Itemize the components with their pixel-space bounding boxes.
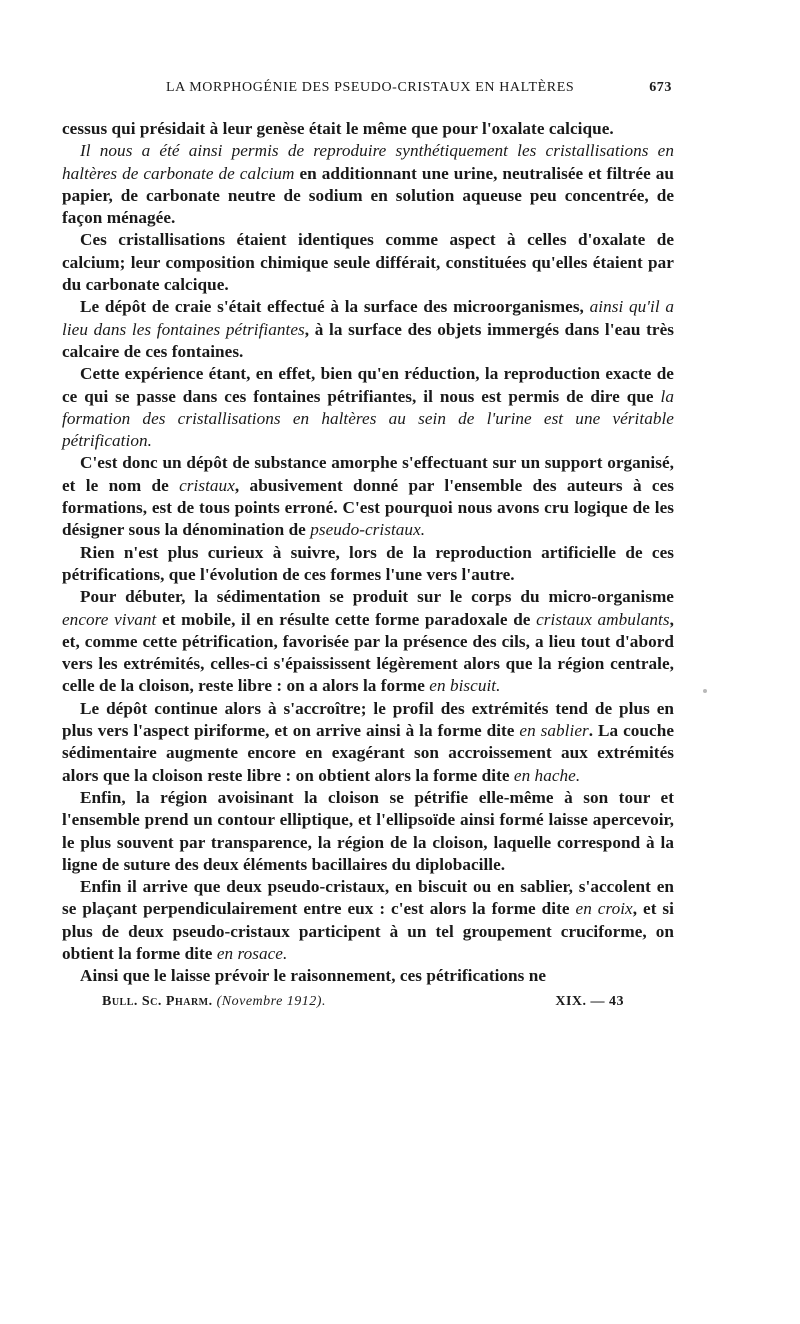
paragraph xyxy=(62,876,674,965)
italic-text: ainsi qu'il a lieu dans les fontaines pétrifiantes xyxy=(62,297,674,339)
paragraph xyxy=(62,363,674,452)
text-run: cessus qui présidait à leur genèse était le même que pour l'oxalate calcique. xyxy=(62,119,614,138)
paragraph xyxy=(62,452,674,541)
text-run: . La couche sédimentaire augmente encore en exagérant son accroissement aux extrémités alors que la cloison reste libre : on obtient alors la forme dite xyxy=(62,721,674,785)
paragraph xyxy=(62,542,674,587)
issue-date: (Novembre 1912). xyxy=(216,993,326,1009)
journal-abbrev: Bull. Sc. Pharm. xyxy=(102,993,213,1009)
italic-text: en croix xyxy=(575,899,633,919)
text-run: Pour débuter, la sédimentation se produit sur le corps du micro-organisme xyxy=(80,587,674,607)
running-head xyxy=(62,78,674,102)
italic-text: en rosace. xyxy=(216,943,288,963)
text-run: Rien n'est plus curieux à suivre, lors de la reproduction artificielle de ces pétrifications, que l'évolution de ces formes l'une vers l'autre. xyxy=(62,542,674,584)
sheet-signature: XIX. — 43 xyxy=(555,993,624,1009)
paragraph xyxy=(62,965,674,987)
text-run: Ainsi que le laisse prévoir le raisonnement, ces pétrifications ne xyxy=(80,966,547,986)
text-run: , à la surface des objets immergés dans l'eau très calcaire de ces fontaines. xyxy=(62,319,674,361)
paragraph xyxy=(62,118,674,140)
text-run: Le dépôt continue alors à s'accroître; le profil des extrémités tend de plus en plus vers l'aspect piriforme, et on arrive ainsi à la forme dite xyxy=(62,698,674,741)
paragraph xyxy=(62,140,674,229)
page-footer xyxy=(62,994,674,1016)
italic-text: en sablier xyxy=(519,721,589,741)
page-number: 673 xyxy=(649,80,672,95)
italic-text: cristaux ambulants xyxy=(536,609,670,629)
margin-speck xyxy=(703,689,707,693)
italic-text: pseudo-cristaux. xyxy=(310,520,426,540)
page xyxy=(62,78,674,1016)
italic-text: en biscuit. xyxy=(429,676,501,696)
paragraph xyxy=(62,787,674,876)
italic-text: Il nous a été ainsi permis de reproduire synthétiquement les cristallisations en haltères de carbonate de calcium xyxy=(62,141,674,183)
text-run: , et, comme cette pétrification, favorisée par la présence des cils, a lieu tout d'abord vers les extrémités, celles-ci s'épaississent légèrement alors que la région centrale, celle de la cloison, reste libre : on a alors la forme xyxy=(62,609,674,696)
body-text xyxy=(62,118,674,988)
italic-text: cristaux xyxy=(179,475,235,495)
text-run: Cette expérience étant, en effet, bien qu'en réduction, la reproduction exacte de ce qui se passe dans ces fontaines pétrifiantes, il nous est permis de dire que xyxy=(62,364,674,406)
paragraph xyxy=(62,229,674,296)
text-run: Ces cristallisations étaient identiques comme aspect à celles d'oxalate de calcium; leur composition chimique seule différait, constituées qu'elles étaient par du carbonate calcique. xyxy=(62,230,674,295)
journal-citation xyxy=(102,994,326,1010)
text-run: Le dépôt de craie s'était effectué à la surface des microorganismes, xyxy=(80,297,590,317)
text-run: Enfin, la région avoisinant la cloison se pétrifie elle-même à son tour et l'ensemble prend un contour elliptique, et l'ellipsoïde ainsi formé laisse apercevoir, le plus souvent par transparence, la région de la cloison, laquelle correspond à la ligne de suture des deux éléments bacillaires du diplobacille. xyxy=(62,787,674,874)
paragraph xyxy=(62,586,674,697)
text-run: C'est donc un dépôt de substance amorphe s'effectuant sur un support organisé, et le nom de xyxy=(62,453,674,495)
paragraph xyxy=(62,698,674,787)
italic-text: encore vivant xyxy=(62,609,157,629)
italic-text: la formation des cristallisations en haltères au sein de l'urine est une véritable pétrification. xyxy=(62,386,674,451)
paragraph xyxy=(62,296,674,363)
text-run: , et si plus de deux pseudo-cristaux participent à un tel groupement cruciforme, on obtient la forme dite xyxy=(62,899,674,963)
text-run: Enfin il arrive que deux pseudo-cristaux, en biscuit ou en sablier, s'accolent en se plaçant perpendiculairement entre eux : c'est alors la forme dite xyxy=(62,877,674,919)
italic-text: en hache. xyxy=(513,765,581,785)
running-title: LA MORPHOGÉNIE DES PSEUDO-CRISTAUX EN HALTÈRES xyxy=(166,80,575,95)
text-run: et mobile, il en résulte cette forme paradoxale de xyxy=(156,609,537,629)
text-run: en additionnant une urine, neutralisée et filtrée au papier, de carbonate neutre de sodium en solution aqueuse peu concentrée, de façon ménagée. xyxy=(62,163,674,228)
text-run: , abusivement donné par l'ensemble des auteurs à ces formations, est de tous points erroné. C'est pourquoi nous avons cru logique de les désigner sous la dénomination de xyxy=(62,475,674,540)
